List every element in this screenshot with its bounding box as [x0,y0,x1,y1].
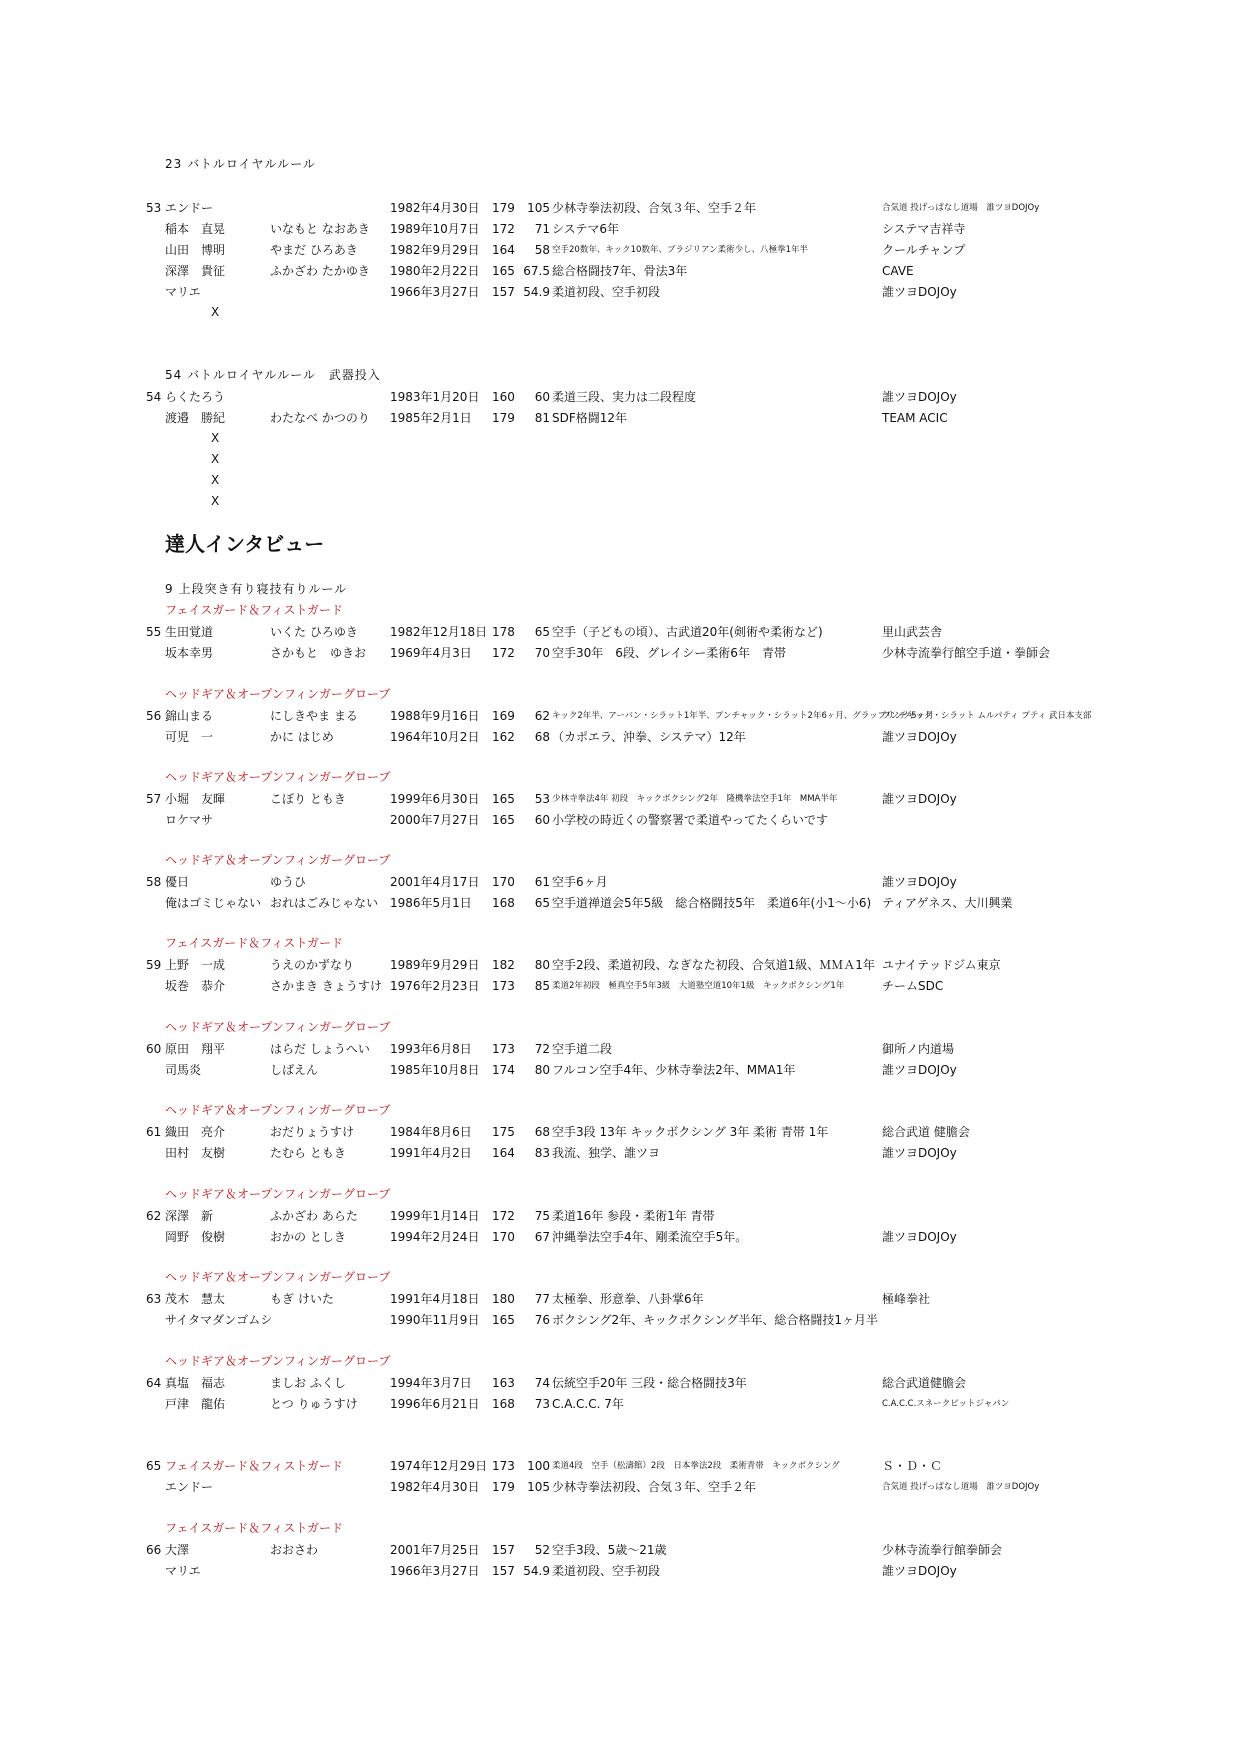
height: 164 [492,243,515,257]
height: 179 [492,201,515,215]
x-mark: X [211,473,220,487]
weight: 85 [534,979,550,993]
fighter-name: 生田覚道 [165,625,214,639]
experience: 柔道2年初段 極真空手5年3級 大道塾空道10年1級 キックボクシング1年 [552,981,845,991]
experience: 我流、独学、誰ツヨ [552,1146,661,1160]
fighter-name: 渡邉 勝紀 [165,411,226,425]
section-heading: 23 バトルロイヤルルール [165,157,316,171]
height: 160 [492,390,515,404]
team: 誰ツヨDOJOy [882,875,957,889]
weight: 52 [534,1543,550,1557]
fighter-kana: ましお ふくし [270,1376,346,1390]
weight: 58 [534,243,550,257]
experience: 総合格闘技7年、骨法3年 [552,264,688,278]
weight: 73 [534,1397,550,1411]
fighter-kana: おかの としき [270,1230,346,1244]
experience: キック2年半、アーバン・シラット1年半、プンチャック・シラット2年6ヶ月、グラップリング5ヶ月 [552,711,934,721]
fighter-kana: しばえん [270,1063,319,1077]
fighter-name: 岡野 俊樹 [165,1230,226,1244]
height: 157 [492,1564,515,1578]
weight: 77 [534,1292,550,1306]
height: 175 [492,1125,515,1139]
birth-date: 1984年8月6日 [390,1125,472,1139]
table-row [0,1039,1240,1059]
match-number: 53 [146,201,162,215]
fighter-name: 俺はゴミじゃない [165,896,262,910]
fighter-kana: こぼり ともき [270,792,346,806]
fighter-name: 上野 一成 [165,958,226,972]
team: 誰ツヨDOJOy [882,792,957,806]
team: 総合武道健膽会 [882,1376,967,1390]
fighter-name: ロケマサ [165,813,214,827]
table-row [0,1122,1240,1142]
weight: 68 [534,730,550,744]
birth-date: 1994年2月24日 [390,1230,480,1244]
experience: 伝統空手20年 三段・総合格闘技3年 [552,1376,747,1390]
height: 168 [492,1397,515,1411]
x-mark: X [211,494,220,508]
experience: 空手道二段 [552,1042,613,1056]
table-row [0,198,1240,218]
weight: 54.9 [523,285,550,299]
gear-rule: ヘッドギア＆オープンフィンガーグローブ [165,1020,391,1034]
weight: 60 [534,813,550,827]
fighter-kana: とつ りゅうすけ [270,1397,358,1411]
fighter-name: 坂巻 恭介 [165,979,226,993]
table-row [0,727,1240,747]
height: 172 [492,1209,515,1223]
birth-date: 1982年4月30日 [390,1480,480,1494]
height: 182 [492,958,515,972]
table-row [0,240,1240,260]
team: 少林寺流拳行館拳師会 [882,1543,1003,1557]
match-number: 66 [146,1543,162,1557]
experience: （カポエラ、沖拳、システマ）12年 [552,730,746,744]
experience: 柔道三段、実力は二段程度 [552,390,697,404]
experience: 少林寺拳法初段、合気３年、空手２年 [552,201,757,215]
weight: 54.9 [523,1564,550,1578]
team: 誰ツヨDOJOy [882,730,957,744]
table-row [0,955,1240,975]
height: 162 [492,730,515,744]
team: 御所ノ内道場 [882,1042,955,1056]
weight: 72 [534,1042,550,1056]
experience: 太極拳、形意拳、八卦掌6年 [552,1292,704,1306]
birth-date: 1985年2月1日 [390,411,472,425]
rule-heading: 9 上段突き有り寝技有りルール [165,582,348,596]
birth-date: 1976年2月23日 [390,979,480,993]
birth-date: 1969年4月3日 [390,646,472,660]
match-number: 63 [146,1292,162,1306]
fighter-name: 茂木 慧太 [165,1292,226,1306]
experience: 柔道4段 空手（松濤館）2段 日本拳法2段 柔術青帯 キックボクシング [552,1461,840,1471]
experience: C.A.C.C. 7年 [552,1397,624,1411]
weight: 70 [534,646,550,660]
team: チームSDC [882,979,944,993]
birth-date: 1974年12月29日 [390,1459,488,1473]
match-number: 65 [146,1459,162,1473]
team: 里山武芸舎 [882,625,943,639]
team: 総合武道 健膽会 [882,1125,970,1139]
fighter-name: 稲本 直晃 [165,222,226,236]
match-number: 56 [146,709,162,723]
team: プンチャック・シラット ムルパティ プティ 武日本支部 [882,711,1092,721]
fighter-name: サイタマダンゴムシ [165,1313,273,1327]
height: 165 [492,792,515,806]
height: 165 [492,813,515,827]
team: CAVE [882,264,914,278]
match-number: 55 [146,625,162,639]
fighter-kana: もぎ けいた [270,1292,334,1306]
fighter-name: 原田 翔平 [165,1042,226,1056]
experience: 柔道16年 参段・柔術1年 青帯 [552,1209,715,1223]
height: 157 [492,285,515,299]
team: ユナイテッドジム東京 [882,958,1001,972]
table-row [0,1060,1240,1080]
team: 誰ツヨDOJOy [882,285,957,299]
fighter-name: 坂本幸男 [165,646,214,660]
height: 172 [492,222,515,236]
birth-date: 1993年6月8日 [390,1042,472,1056]
weight: 65 [534,896,550,910]
fighter-kana: うえのかずなり [270,958,355,972]
experience: 空手（子どもの頃）、古武道20年(剣術や柔術など) [552,625,823,639]
team: クールチャンプ [882,243,966,257]
table-row [0,643,1240,663]
table-row [0,1477,1240,1497]
birth-date: 1986年5月1日 [390,896,472,910]
team: ティアゲネス、大川興業 [882,896,1013,910]
height: 165 [492,264,515,278]
x-mark: X [211,305,220,319]
fighter-kana: たむら ともき [270,1146,346,1160]
experience: 空手30年 6段、グレイシー柔術6年 青帯 [552,646,786,660]
table-row [0,1310,1240,1330]
table-row [0,1394,1240,1414]
weight: 80 [534,1063,550,1077]
birth-date: 1991年4月18日 [390,1292,480,1306]
gear-rule: ヘッドギア＆オープンフィンガーグローブ [165,1270,391,1284]
height: 165 [492,1313,515,1327]
birth-date: 1980年2月22日 [390,264,480,278]
fighter-name: 深澤 貴征 [165,264,226,278]
weight: 83 [534,1146,550,1160]
team: 合気道 投げっぱなし道場 誰ツヨDOJOy [882,1482,1040,1492]
weight: 61 [534,875,550,889]
table-row [0,706,1240,726]
fighter-name: 司馬炎 [165,1063,202,1077]
gear-rule: フェイスガード＆フィストガード [165,936,343,950]
match-number: 62 [146,1209,162,1223]
fighter-kana: わたなべ かつのり [270,411,370,425]
match-number: 64 [146,1376,162,1390]
fighter-name: マリエ [165,285,201,299]
team: 合気道 投げっぱなし道場 誰ツヨDOJOy [882,203,1040,213]
height: 169 [492,709,515,723]
match-number: 57 [146,792,162,806]
experience: 柔道初段、空手初段 [552,285,661,299]
birth-date: 1982年9月29日 [390,243,480,257]
table-row [0,893,1240,913]
table-row [0,282,1240,302]
birth-date: 1966年3月27日 [390,285,480,299]
experience: 空手6ヶ月 [552,875,608,889]
experience: ボクシング2年、キックボクシング半年、総合格闘技1ヶ月半 [552,1313,878,1327]
height: 168 [492,896,515,910]
height: 163 [492,1376,515,1390]
birth-date: 1994年3月7日 [390,1376,472,1390]
height: 172 [492,646,515,660]
team: 誰ツヨDOJOy [882,1230,957,1244]
height: 157 [492,1543,515,1557]
table-row [0,976,1240,996]
table-row [0,387,1240,407]
team: 誰ツヨDOJOy [882,1063,957,1077]
weight: 68 [534,1125,550,1139]
table-row [0,1561,1240,1581]
experience: 空手2段、柔道初段、なぎなた初段、合気道1級、ＭＭＡ1年 [552,958,875,972]
table-row [0,1289,1240,1309]
fighter-name: フェイスガード＆フィストガード [165,1459,343,1473]
birth-date: 1964年10月2日 [390,730,480,744]
height: 173 [492,1042,515,1056]
table-row [0,622,1240,642]
team: TEAM ACIC [882,411,948,425]
experience: システマ6年 [552,222,620,236]
experience: 少林寺拳法4年 初段 キックボクシング2年 隆機拳法空手1年 MMA半年 [552,794,838,804]
experience: 空手20数年、キック10数年、ブラジリアン柔術少し、八極拳1年半 [552,245,809,255]
fighter-name: 錦山まる [165,709,214,723]
gear-rule: ヘッドギア＆オープンフィンガーグローブ [165,853,391,867]
birth-date: 2001年7月25日 [390,1543,480,1557]
weight: 76 [534,1313,550,1327]
table-row [0,261,1240,281]
gear-rule: フェイスガード＆フィストガード [165,1521,343,1535]
fighter-kana: さかまき きょうすけ [270,979,382,993]
birth-date: 2000年7月27日 [390,813,480,827]
height: 170 [492,1230,515,1244]
gear-rule: フェイスガード＆フィストガード [165,603,343,617]
height: 170 [492,875,515,889]
team: 誰ツヨDOJOy [882,390,957,404]
table-row [0,1206,1240,1226]
fighter-name: 可児 一 [165,730,214,744]
team: 誰ツヨDOJOy [882,1146,957,1160]
section-heading: 54 バトルロイヤルルール 武器投入 [165,368,381,382]
height: 173 [492,1459,515,1473]
fighter-name: 田村 友樹 [165,1146,226,1160]
weight: 105 [527,201,550,215]
birth-date: 1999年1月14日 [390,1209,480,1223]
team: システマ吉祥寺 [882,222,966,236]
fighter-kana: いくた ひろゆき [270,625,358,639]
height: 173 [492,979,515,993]
experience: フルコン空手4年、少林寺拳法2年、MMA1年 [552,1063,796,1077]
birth-date: 1982年12月18日 [390,625,488,639]
birth-date: 1996年6月21日 [390,1397,480,1411]
fighter-kana: はらだ しょうへい [270,1042,370,1056]
fighter-name: 優日 [165,875,190,889]
fighter-kana: いなもと なおあき [270,222,370,236]
x-mark: X [211,452,220,466]
fighter-name: 真塩 福志 [165,1376,226,1390]
gear-rule: ヘッドギア＆オープンフィンガーグローブ [165,770,391,784]
table-row [0,1456,1240,1476]
fighter-name: 大澤 [165,1543,190,1557]
gear-rule: ヘッドギア＆オープンフィンガーグローブ [165,1103,391,1117]
fighter-name: 戸津 龍佑 [165,1397,226,1411]
fighter-kana: にしきやま まる [270,709,358,723]
weight: 53 [534,792,550,806]
table-row [0,810,1240,830]
fighter-kana: ゆうひ [270,875,307,889]
team: 誰ツヨDOJOy [882,1564,957,1578]
table-row [0,1143,1240,1163]
experience: 空手3段 13年 キックボクシング 3年 柔術 青帯 1年 [552,1125,829,1139]
experience: 空手道禅道会5年5級 総合格闘技5年 柔道6年(小1〜小6) [552,896,872,910]
fighter-name: 織田 亮介 [165,1125,226,1139]
weight: 60 [534,390,550,404]
x-mark: X [211,431,220,445]
team: 極峰拳社 [882,1292,931,1306]
fighter-kana: かに はじめ [270,730,334,744]
birth-date: 2001年4月17日 [390,875,480,889]
gear-rule: ヘッドギア＆オープンフィンガーグローブ [165,687,391,701]
weight: 75 [534,1209,550,1223]
fighter-name: 山田 博明 [165,243,226,257]
team: C.A.C.C.スネークピットジャパン [882,1399,1010,1409]
height: 174 [492,1063,515,1077]
birth-date: 1966年3月27日 [390,1564,480,1578]
fighter-kana: やまだ ひろあき [270,243,358,257]
gear-rule: ヘッドギア＆オープンフィンガーグローブ [165,1187,391,1201]
page-title: 達人インタビュー [165,532,325,556]
fighter-name: らくたろう [165,390,226,404]
birth-date: 1983年1月20日 [390,390,480,404]
table-row [0,1373,1240,1393]
experience: 沖縄拳法空手4年、剛柔流空手5年。 [552,1230,748,1244]
fighter-name: エンドー [165,201,214,215]
fighter-kana: ふかざわ たかゆき [270,264,370,278]
match-number: 59 [146,958,162,972]
match-number: 58 [146,875,162,889]
height: 178 [492,625,515,639]
birth-date: 1991年4月2日 [390,1146,472,1160]
weight: 67 [534,1230,550,1244]
weight: 100 [527,1459,550,1473]
weight: 80 [534,958,550,972]
fighter-name: エンドー [165,1480,214,1494]
fighter-name: 深澤 新 [165,1209,214,1223]
weight: 67.5 [523,264,550,278]
match-number: 54 [146,390,162,404]
weight: 105 [527,1480,550,1494]
table-row [0,219,1240,239]
birth-date: 1985年10月8日 [390,1063,480,1077]
weight: 71 [534,222,550,236]
birth-date: 1990年11月9日 [390,1313,480,1327]
fighter-kana: おおさわ [270,1543,319,1557]
fighter-kana: おれはごみじゃない [270,896,379,910]
height: 179 [492,1480,515,1494]
weight: 62 [534,709,550,723]
fighter-kana: さかもと ゆきお [270,646,367,660]
match-number: 60 [146,1042,162,1056]
weight: 74 [534,1376,550,1390]
birth-date: 1999年6月30日 [390,792,480,806]
experience: 小学校の時近くの警察署で柔道やってたくらいです [552,813,829,827]
weight: 81 [534,411,550,425]
fighter-name: 小堀 友暉 [165,792,226,806]
table-row [0,789,1240,809]
table-row [0,1227,1240,1247]
weight: 65 [534,625,550,639]
team: 少林寺流拳行館空手道・拳師会 [882,646,1051,660]
height: 164 [492,1146,515,1160]
birth-date: 1982年4月30日 [390,201,480,215]
height: 180 [492,1292,515,1306]
table-row [0,408,1240,428]
experience: 柔道初段、空手初段 [552,1564,661,1578]
fighter-name: マリエ [165,1564,201,1578]
experience: 少林寺拳法初段、合気３年、空手２年 [552,1480,757,1494]
match-number: 61 [146,1125,162,1139]
height: 179 [492,411,515,425]
birth-date: 1989年10月7日 [390,222,480,236]
experience: SDF格闘12年 [552,411,628,425]
table-row [0,1540,1240,1560]
experience: 空手3段、5歳〜21歳 [552,1543,667,1557]
fighter-kana: ふかざわ あらた [270,1209,358,1223]
gear-rule: ヘッドギア＆オープンフィンガーグローブ [165,1354,391,1368]
team: Ｓ・Ｄ・Ｃ [882,1459,943,1473]
birth-date: 1989年9月29日 [390,958,480,972]
table-row [0,872,1240,892]
birth-date: 1988年9月16日 [390,709,480,723]
fighter-kana: おだりょうすけ [270,1125,355,1139]
